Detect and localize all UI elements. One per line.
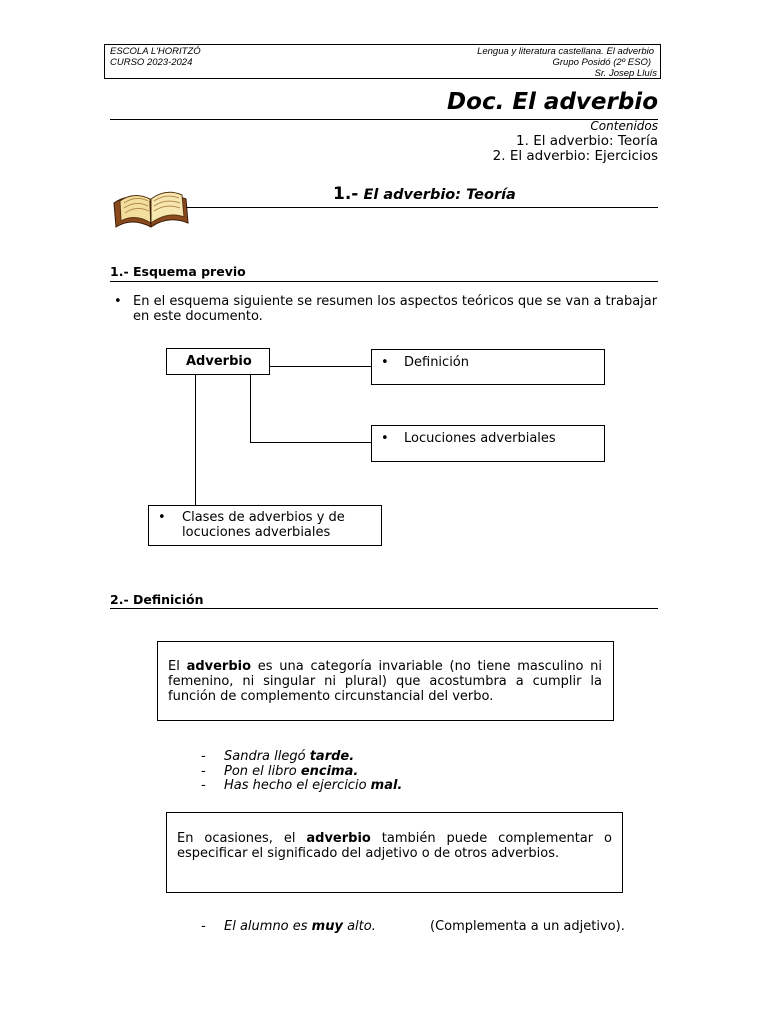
contents-item-1: 1. El adverbio: Teoría <box>516 133 658 149</box>
section-name: El adverbio: Teoría <box>363 187 516 203</box>
diagram-node-definicion <box>371 349 605 385</box>
diagram-node-clases <box>148 505 382 546</box>
contents-label: Contenidos <box>590 119 658 133</box>
definition-text-2: En ocasiones, el adverbio también puede complementar o especificar el significado del adjetivo o de otros adverbios. <box>177 831 612 861</box>
diagram-root-node <box>166 348 270 375</box>
school-name: ESCOLA L'HORITZÓ <box>110 46 201 57</box>
example-note: (Complementa a un adjetivo). <box>430 919 625 934</box>
list-dash: - <box>201 778 206 793</box>
root-label: Adverbio <box>186 354 252 369</box>
node-bullet: • <box>381 355 389 370</box>
heading-esquema: 1.- Esquema previo <box>110 264 246 279</box>
heading-definicion-rule <box>110 608 658 609</box>
heading-definicion: 2.- Definición <box>110 592 204 607</box>
section-rule <box>186 207 658 208</box>
contents-item-2: 2. El adverbio: Ejercicios <box>492 148 658 164</box>
esquema-intro: En el esquema siguiente se resumen los aspectos teóricos que se van a trabajar en este documento. <box>133 294 658 324</box>
node-bullet: • <box>381 431 389 446</box>
list-dash: - <box>201 749 206 764</box>
heading-esquema-rule <box>110 281 658 282</box>
list-dash: - <box>201 764 206 779</box>
node-label: Clases de adverbios y de locuciones adverbiales <box>182 510 345 540</box>
node-bullet: • <box>158 510 166 525</box>
definition-box <box>157 641 614 721</box>
example-item: Pon el libro encima. <box>224 764 359 779</box>
definition-text: El adverbio es una categoría invariable (no tiene masculino ni femenino, ni singular ni plural) que acostumbra a cumplir la función de complemento circunstancial del verbo. <box>168 659 602 704</box>
example-item: Sandra llegó tarde. <box>224 749 355 764</box>
list-dash: - <box>201 919 206 934</box>
document-header <box>104 44 661 79</box>
key-term: adverbio <box>186 659 252 674</box>
teacher-name: Sr. Josep Lluís <box>594 68 657 79</box>
document-title: Doc. El adverbio <box>447 89 658 115</box>
bullet: • <box>114 294 122 309</box>
subject-name: Lengua y literatura castellana. El adverbio <box>477 46 654 57</box>
section-number: 1.- <box>333 184 359 204</box>
open-book-icon <box>108 183 192 235</box>
title-rule <box>110 119 658 120</box>
group-name: Grupo Posidó (2º ESO) <box>552 57 651 68</box>
diagram-node-locuciones <box>371 425 605 462</box>
connector <box>250 442 372 443</box>
node-label: Definición <box>404 355 469 370</box>
example-item: Has hecho el ejercicio mal. <box>224 778 403 793</box>
connector <box>269 366 372 367</box>
example-item: El alumno es muy alto. <box>224 919 376 934</box>
section-title <box>333 184 516 204</box>
definition-box-2 <box>166 812 623 893</box>
connector <box>195 374 196 506</box>
key-term: adverbio <box>306 831 371 846</box>
connector <box>250 374 251 443</box>
node-label: Locuciones adverbiales <box>404 431 556 446</box>
school-year: CURSO 2023-2024 <box>110 57 193 68</box>
